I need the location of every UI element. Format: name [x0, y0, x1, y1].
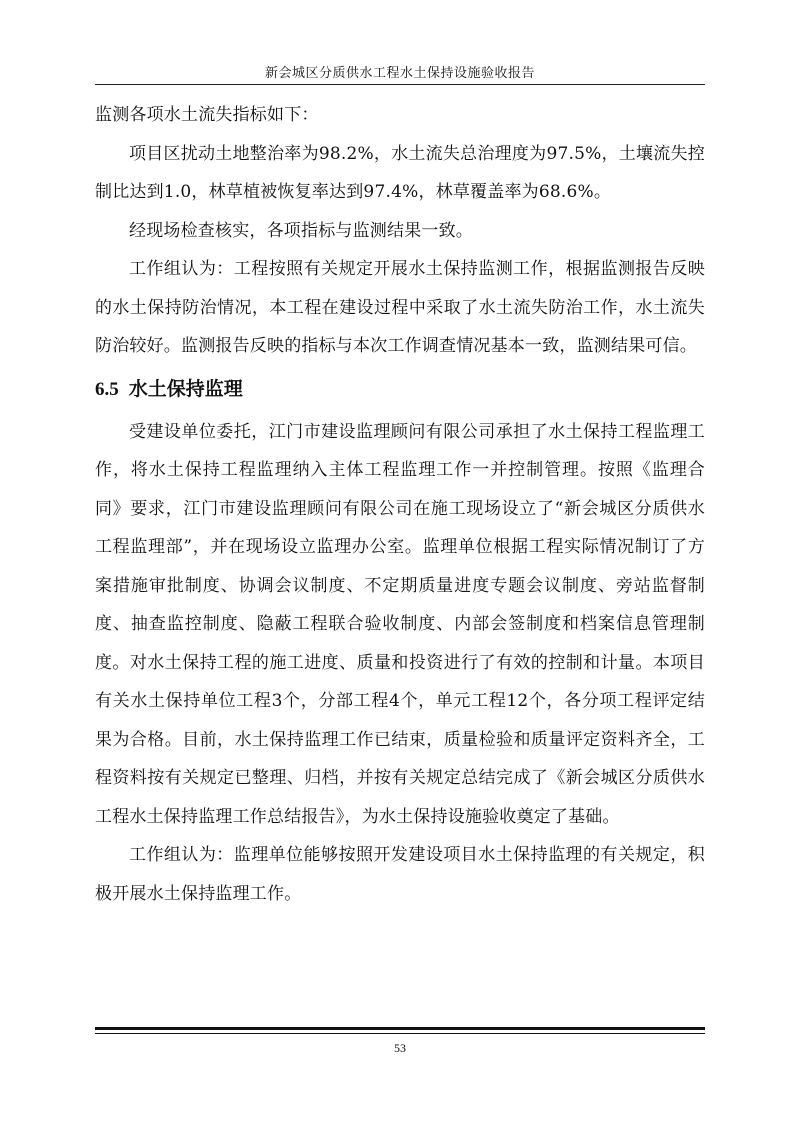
- section-title: 水土保持监理: [128, 377, 243, 400]
- page-body: [95, 96, 705, 913]
- header-divider: [95, 84, 705, 85]
- section-heading: [95, 370, 705, 409]
- paragraph-site-check: 经现场检查核实，各项指标与监测结果一致。: [129, 220, 473, 241]
- footer-divider-thick: [95, 1027, 705, 1030]
- running-header-title: 新会城区分质供水工程水土保持设施验收报告: [264, 66, 535, 81]
- paragraph-supervision-conclusion: 工作组认为：监理单位能够按照开发建设项目水土保持监理的有关规定，积极开展水土保持监理工作。: [95, 845, 705, 904]
- paragraph-monitoring-intro: 监测各项水土流失指标如下：: [95, 105, 319, 125]
- paragraph-supervision: 受建设单位委托，江门市建设监理顾问有限公司承担了水土保持工程监理工作，将水土保持工程监理纳入主体工程监理工作一并控制管理。按照《监理合同》要求，江门市建设监理顾问有限公司在施工现场设立了“新会城区分质供水工程监理部”，并在现场设立监理办公室。监理单位根据工程实际情况制订了方案措施审批制度、协调会议制度、不定期质量进度专题会议制度、旁站监督制度、抽查监控制度、隐蔽工程联合验收制度、内部会签制度和档案信息管理制度。对水土保持工程的施工进度、质量和投资进行了有效的控制和计量。本项目有关水土保持单位工程3个，分部工程4个，单元工程12个，各分项工程评定结果为合格。目前，水土保持监理工作已结束，质量检验和质量评定资料齐全，工程资料按有关规定已整理、归档，并按有关规定总结完成了《新会城区分质供水工程水土保持监理工作总结报告》，为水土保持设施验收奠定了基础。: [95, 421, 705, 827]
- page-number: 53: [394, 1041, 406, 1055]
- section-number: 6.5: [95, 378, 119, 400]
- paragraph-monitoring-indices: 项目区扰动土地整治率为98.2%，水土流失总治理度为97.5%，土壤流失控制比达到1.0，林草植被恢复率达到97.4%，林草覆盖率为68.6%。: [95, 143, 705, 202]
- paragraph-monitoring-conclusion: 工作组认为：工程按照有关规定开展水土保持监测工作，根据监测报告反映的水土保持防治情况，本工程在建设过程中采取了水土流失防治工作，水土流失防治较好。监测报告反映的指标与本次工作调查情况基本一致，监测结果可信。: [95, 259, 705, 356]
- footer-divider-thin: [95, 1033, 705, 1034]
